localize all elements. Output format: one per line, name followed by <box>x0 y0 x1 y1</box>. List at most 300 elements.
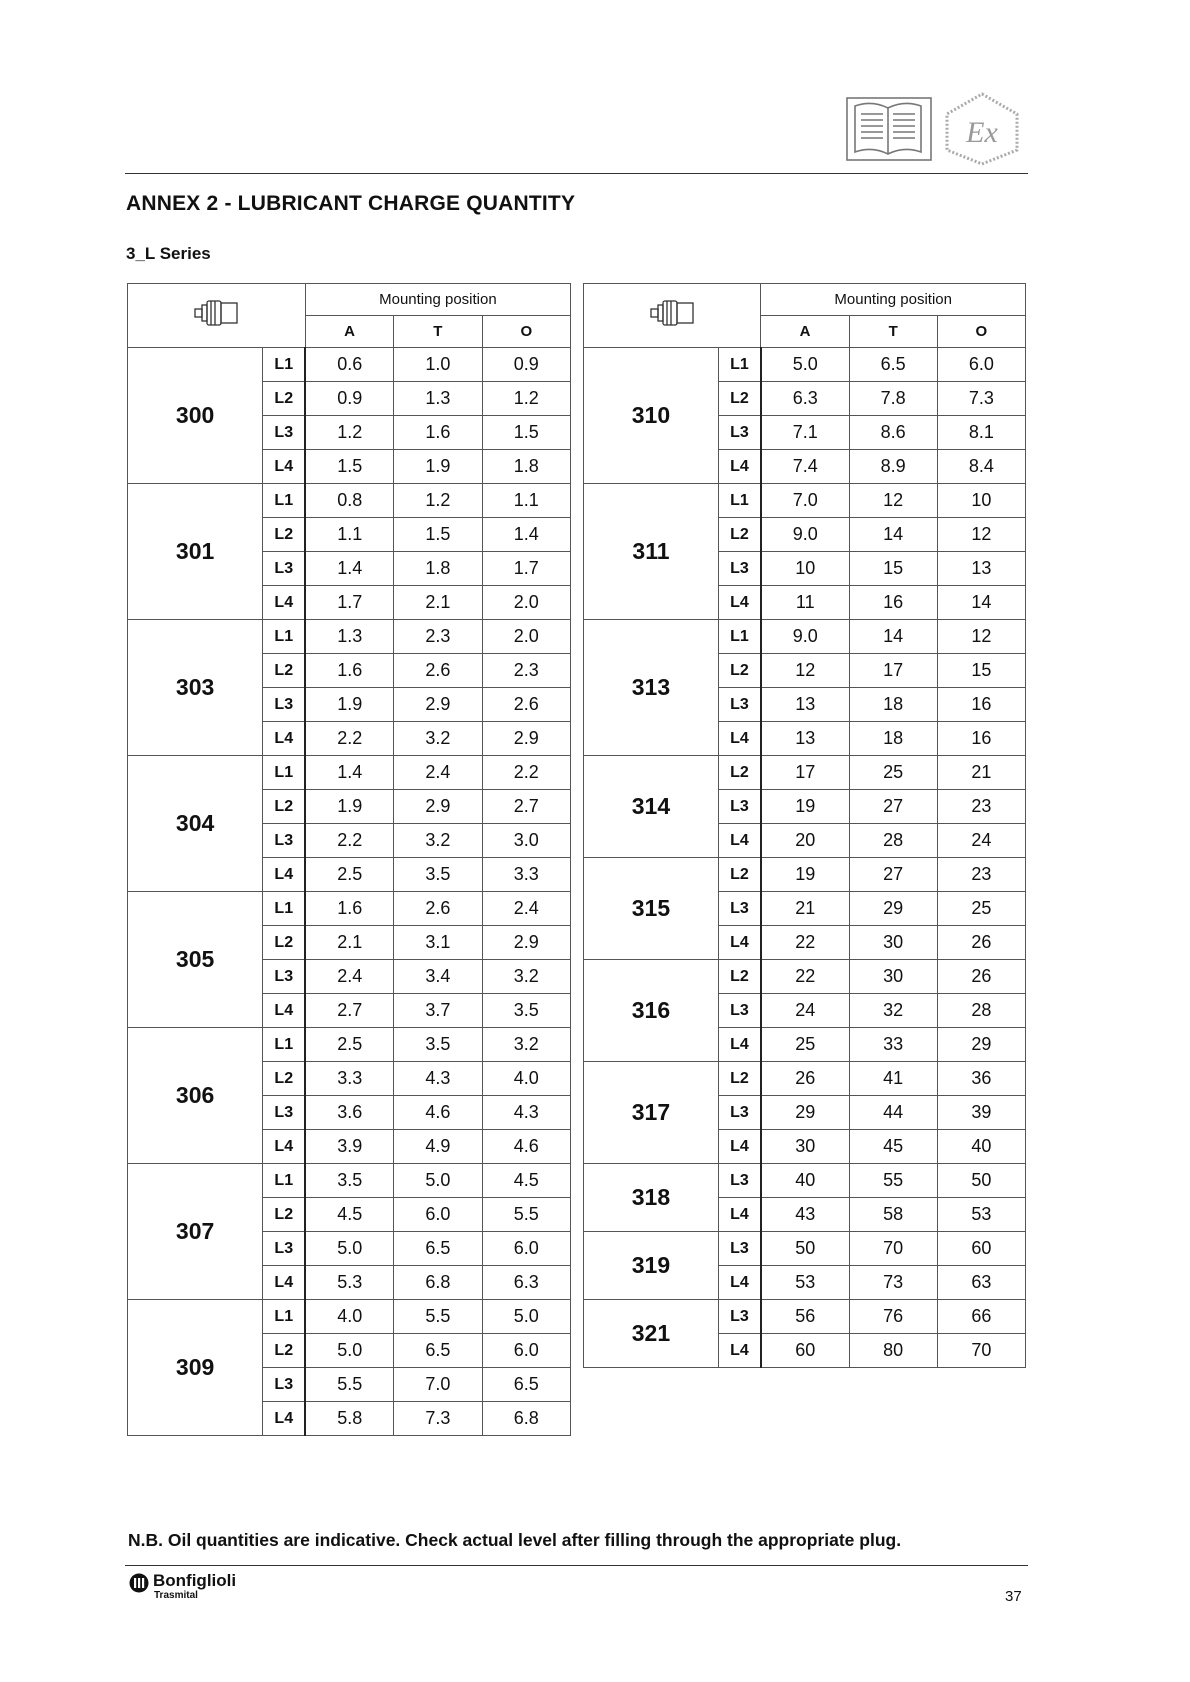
level-label: L3 <box>718 892 760 926</box>
value-a: 1.4 <box>305 552 393 586</box>
value-a: 2.4 <box>305 960 393 994</box>
level-label: L4 <box>718 1028 760 1062</box>
table-row <box>128 348 571 382</box>
value-o: 3.2 <box>482 1028 570 1062</box>
level-label: L4 <box>718 824 760 858</box>
size-label: 309 <box>128 1300 263 1436</box>
size-label: 300 <box>128 348 263 484</box>
level-label: L1 <box>718 620 760 654</box>
level-label: L4 <box>718 450 760 484</box>
table-row <box>584 1300 1026 1334</box>
size-label: 319 <box>584 1232 719 1300</box>
value-t: 55 <box>849 1164 937 1198</box>
level-label: L2 <box>263 1062 306 1096</box>
value-a: 17 <box>761 756 849 790</box>
value-o: 2.9 <box>482 722 570 756</box>
value-t: 7.0 <box>394 1368 482 1402</box>
value-t: 44 <box>849 1096 937 1130</box>
value-o: 14 <box>937 586 1025 620</box>
gear-unit-icon <box>649 298 695 328</box>
value-o: 4.0 <box>482 1062 570 1096</box>
level-label: L3 <box>718 1300 760 1334</box>
value-o: 26 <box>937 960 1025 994</box>
value-o: 5.0 <box>482 1300 570 1334</box>
value-o: 16 <box>937 688 1025 722</box>
value-o: 50 <box>937 1164 1025 1198</box>
size-label: 313 <box>584 620 719 756</box>
value-a: 2.5 <box>305 1028 393 1062</box>
value-o: 3.3 <box>482 858 570 892</box>
level-label: L2 <box>718 858 760 892</box>
column-header-t: T <box>394 316 482 348</box>
value-t: 5.5 <box>394 1300 482 1334</box>
svg-text:Ex: Ex <box>966 116 998 149</box>
value-t: 58 <box>849 1198 937 1232</box>
value-o: 28 <box>937 994 1025 1028</box>
level-label: L1 <box>263 892 306 926</box>
value-a: 9.0 <box>761 620 849 654</box>
value-a: 1.3 <box>305 620 393 654</box>
page-title: ANNEX 2 - LUBRICANT CHARGE QUANTITY <box>126 192 576 215</box>
table-row <box>584 858 1026 892</box>
value-o: 6.0 <box>937 348 1025 382</box>
level-label: L4 <box>263 1402 306 1436</box>
table-row <box>584 1232 1026 1266</box>
value-a: 5.5 <box>305 1368 393 1402</box>
value-o: 12 <box>937 620 1025 654</box>
value-o: 6.3 <box>482 1266 570 1300</box>
value-a: 13 <box>761 722 849 756</box>
value-a: 9.0 <box>761 518 849 552</box>
level-label: L3 <box>718 790 760 824</box>
mounting-position-header: Mounting position <box>761 284 1026 316</box>
level-label: L3 <box>263 1232 306 1266</box>
value-a: 4.0 <box>305 1300 393 1334</box>
value-a: 0.6 <box>305 348 393 382</box>
value-o: 1.7 <box>482 552 570 586</box>
table-row <box>128 620 571 654</box>
size-label: 303 <box>128 620 263 756</box>
value-a: 4.5 <box>305 1198 393 1232</box>
value-t: 2.9 <box>394 790 482 824</box>
level-label: L3 <box>263 416 306 450</box>
value-a: 43 <box>761 1198 849 1232</box>
value-t: 1.6 <box>394 416 482 450</box>
value-a: 1.4 <box>305 756 393 790</box>
value-a: 29 <box>761 1096 849 1130</box>
value-t: 1.3 <box>394 382 482 416</box>
value-t: 18 <box>849 722 937 756</box>
table-row <box>584 620 1026 654</box>
value-a: 40 <box>761 1164 849 1198</box>
level-label: L1 <box>263 1028 306 1062</box>
value-a: 1.6 <box>305 892 393 926</box>
table-row <box>128 756 571 790</box>
value-t: 2.6 <box>394 654 482 688</box>
value-a: 5.0 <box>761 348 849 382</box>
value-o: 1.5 <box>482 416 570 450</box>
level-label: L1 <box>263 620 306 654</box>
level-label: L4 <box>263 722 306 756</box>
level-label: L2 <box>718 518 760 552</box>
level-label: L1 <box>718 484 760 518</box>
value-t: 3.7 <box>394 994 482 1028</box>
size-label: 304 <box>128 756 263 892</box>
value-t: 15 <box>849 552 937 586</box>
value-o: 3.2 <box>482 960 570 994</box>
value-a: 56 <box>761 1300 849 1334</box>
value-o: 1.2 <box>482 382 570 416</box>
value-o: 8.1 <box>937 416 1025 450</box>
size-label: 318 <box>584 1164 719 1232</box>
note-text: N.B. Oil quantities are indicative. Check actual level after filling through the appropriate plug. <box>128 1530 902 1550</box>
level-label: L3 <box>718 994 760 1028</box>
value-t: 76 <box>849 1300 937 1334</box>
value-o: 1.4 <box>482 518 570 552</box>
level-label: L1 <box>718 348 760 382</box>
brand-logo <box>128 1572 236 1602</box>
header-icons <box>845 92 1025 166</box>
level-label: L2 <box>263 926 306 960</box>
value-a: 1.9 <box>305 790 393 824</box>
value-a: 22 <box>761 960 849 994</box>
value-a: 5.0 <box>305 1334 393 1368</box>
level-label: L3 <box>718 416 760 450</box>
level-label: L4 <box>718 722 760 756</box>
level-label: L3 <box>263 824 306 858</box>
value-o: 5.5 <box>482 1198 570 1232</box>
size-label: 307 <box>128 1164 263 1300</box>
level-label: L4 <box>263 1266 306 1300</box>
value-o: 40 <box>937 1130 1025 1164</box>
level-label: L3 <box>718 688 760 722</box>
level-label: L4 <box>718 1130 760 1164</box>
header-rule <box>125 173 1028 174</box>
value-t: 30 <box>849 926 937 960</box>
value-o: 53 <box>937 1198 1025 1232</box>
value-a: 1.2 <box>305 416 393 450</box>
brand-name: Bonfiglioli <box>153 1571 237 1590</box>
table-row <box>584 1062 1026 1096</box>
lubricant-table-right <box>583 283 1026 1368</box>
level-label: L4 <box>718 926 760 960</box>
level-label: L4 <box>718 586 760 620</box>
level-label: L2 <box>718 960 760 994</box>
value-o: 70 <box>937 1334 1025 1368</box>
value-o: 3.0 <box>482 824 570 858</box>
value-t: 28 <box>849 824 937 858</box>
value-t: 29 <box>849 892 937 926</box>
value-a: 3.3 <box>305 1062 393 1096</box>
value-o: 3.5 <box>482 994 570 1028</box>
value-o: 0.9 <box>482 348 570 382</box>
value-t: 1.8 <box>394 552 482 586</box>
value-a: 2.5 <box>305 858 393 892</box>
value-o: 6.8 <box>482 1402 570 1436</box>
value-t: 5.0 <box>394 1164 482 1198</box>
size-label: 310 <box>584 348 719 484</box>
table-row <box>128 484 571 518</box>
size-label: 315 <box>584 858 719 960</box>
level-label: L3 <box>263 688 306 722</box>
table-row <box>128 1300 571 1334</box>
value-t: 80 <box>849 1334 937 1368</box>
value-t: 4.3 <box>394 1062 482 1096</box>
value-o: 39 <box>937 1096 1025 1130</box>
value-o: 2.2 <box>482 756 570 790</box>
value-o: 6.0 <box>482 1334 570 1368</box>
value-t: 1.2 <box>394 484 482 518</box>
value-a: 2.2 <box>305 722 393 756</box>
value-o: 16 <box>937 722 1025 756</box>
size-label: 305 <box>128 892 263 1028</box>
size-label: 317 <box>584 1062 719 1164</box>
value-a: 24 <box>761 994 849 1028</box>
value-a: 53 <box>761 1266 849 1300</box>
value-o: 1.8 <box>482 450 570 484</box>
value-t: 27 <box>849 858 937 892</box>
level-label: L3 <box>263 1096 306 1130</box>
value-a: 5.8 <box>305 1402 393 1436</box>
value-o: 60 <box>937 1232 1025 1266</box>
level-label: L2 <box>263 790 306 824</box>
table-row <box>584 348 1026 382</box>
table-row <box>584 960 1026 994</box>
level-label: L1 <box>263 1164 306 1198</box>
bonfiglioli-logo-icon <box>128 1572 150 1594</box>
value-a: 2.7 <box>305 994 393 1028</box>
column-header-a: A <box>305 316 393 348</box>
column-header-o: O <box>482 316 570 348</box>
value-t: 12 <box>849 484 937 518</box>
value-a: 1.1 <box>305 518 393 552</box>
value-o: 29 <box>937 1028 1025 1062</box>
value-a: 13 <box>761 688 849 722</box>
value-t: 6.5 <box>394 1334 482 1368</box>
level-label: L2 <box>263 654 306 688</box>
value-o: 8.4 <box>937 450 1025 484</box>
value-a: 5.3 <box>305 1266 393 1300</box>
value-t: 7.8 <box>849 382 937 416</box>
value-a: 19 <box>761 858 849 892</box>
value-t: 1.9 <box>394 450 482 484</box>
value-o: 4.6 <box>482 1130 570 1164</box>
value-t: 6.8 <box>394 1266 482 1300</box>
size-label: 311 <box>584 484 719 620</box>
level-label: L3 <box>263 552 306 586</box>
level-label: L4 <box>718 1198 760 1232</box>
level-label: L2 <box>718 382 760 416</box>
value-o: 6.0 <box>482 1232 570 1266</box>
value-a: 1.7 <box>305 586 393 620</box>
value-o: 4.5 <box>482 1164 570 1198</box>
value-t: 3.2 <box>394 722 482 756</box>
value-o: 7.3 <box>937 382 1025 416</box>
mounting-position-header: Mounting position <box>305 284 570 316</box>
table-row <box>584 484 1026 518</box>
value-a: 11 <box>761 586 849 620</box>
value-t: 6.5 <box>394 1232 482 1266</box>
value-t: 3.1 <box>394 926 482 960</box>
level-label: L2 <box>718 1062 760 1096</box>
level-label: L4 <box>718 1334 760 1368</box>
value-a: 20 <box>761 824 849 858</box>
value-t: 2.3 <box>394 620 482 654</box>
value-t: 3.4 <box>394 960 482 994</box>
brand-subname: Trasmital <box>154 1590 198 1601</box>
value-t: 8.9 <box>849 450 937 484</box>
size-label: 306 <box>128 1028 263 1164</box>
value-o: 2.0 <box>482 586 570 620</box>
value-a: 2.1 <box>305 926 393 960</box>
level-label: L2 <box>263 382 306 416</box>
value-t: 16 <box>849 586 937 620</box>
value-a: 10 <box>761 552 849 586</box>
table-icon-header <box>584 284 761 348</box>
level-label: L4 <box>263 450 306 484</box>
level-label: L2 <box>263 1198 306 1232</box>
size-label: 321 <box>584 1300 719 1368</box>
footer-rule <box>125 1565 1028 1566</box>
level-label: L2 <box>718 756 760 790</box>
value-o: 26 <box>937 926 1025 960</box>
value-a: 25 <box>761 1028 849 1062</box>
value-a: 3.6 <box>305 1096 393 1130</box>
table-row <box>128 892 571 926</box>
value-a: 12 <box>761 654 849 688</box>
value-t: 2.1 <box>394 586 482 620</box>
value-t: 17 <box>849 654 937 688</box>
level-label: L2 <box>263 1334 306 1368</box>
level-label: L3 <box>718 1096 760 1130</box>
value-a: 7.4 <box>761 450 849 484</box>
value-o: 63 <box>937 1266 1025 1300</box>
value-a: 60 <box>761 1334 849 1368</box>
value-a: 6.3 <box>761 382 849 416</box>
value-o: 21 <box>937 756 1025 790</box>
level-label: L3 <box>263 960 306 994</box>
size-label: 301 <box>128 484 263 620</box>
table-row <box>128 1164 571 1198</box>
table-row <box>584 1164 1026 1198</box>
column-header-a: A <box>761 316 849 348</box>
value-t: 4.9 <box>394 1130 482 1164</box>
level-label: L4 <box>263 586 306 620</box>
value-o: 12 <box>937 518 1025 552</box>
column-header-o: O <box>937 316 1025 348</box>
value-a: 5.0 <box>305 1232 393 1266</box>
value-t: 1.5 <box>394 518 482 552</box>
level-label: L3 <box>718 1232 760 1266</box>
value-o: 2.9 <box>482 926 570 960</box>
value-t: 70 <box>849 1232 937 1266</box>
value-a: 3.9 <box>305 1130 393 1164</box>
level-label: L4 <box>263 858 306 892</box>
level-label: L2 <box>718 654 760 688</box>
value-t: 30 <box>849 960 937 994</box>
table-icon-header <box>128 284 306 348</box>
value-a: 30 <box>761 1130 849 1164</box>
value-a: 19 <box>761 790 849 824</box>
value-o: 36 <box>937 1062 1025 1096</box>
level-label: L1 <box>263 348 306 382</box>
value-t: 18 <box>849 688 937 722</box>
value-o: 13 <box>937 552 1025 586</box>
value-a: 3.5 <box>305 1164 393 1198</box>
level-label: L3 <box>718 552 760 586</box>
page-number: 37 <box>1005 1588 1022 1605</box>
value-o: 2.0 <box>482 620 570 654</box>
manual-book-icon <box>847 98 931 160</box>
value-o: 1.1 <box>482 484 570 518</box>
value-t: 45 <box>849 1130 937 1164</box>
value-t: 41 <box>849 1062 937 1096</box>
level-label: L4 <box>263 994 306 1028</box>
value-o: 25 <box>937 892 1025 926</box>
column-header-t: T <box>849 316 937 348</box>
value-o: 23 <box>937 858 1025 892</box>
value-t: 73 <box>849 1266 937 1300</box>
table-row <box>584 756 1026 790</box>
value-a: 26 <box>761 1062 849 1096</box>
value-t: 3.2 <box>394 824 482 858</box>
lubricant-table-left <box>127 283 571 1436</box>
value-t: 3.5 <box>394 858 482 892</box>
value-o: 4.3 <box>482 1096 570 1130</box>
value-a: 1.6 <box>305 654 393 688</box>
value-a: 21 <box>761 892 849 926</box>
ex-atex-icon <box>947 94 1017 164</box>
level-label: L1 <box>263 484 306 518</box>
level-label: L1 <box>263 756 306 790</box>
value-t: 8.6 <box>849 416 937 450</box>
value-t: 3.5 <box>394 1028 482 1062</box>
value-a: 7.1 <box>761 416 849 450</box>
value-t: 2.6 <box>394 892 482 926</box>
value-t: 7.3 <box>394 1402 482 1436</box>
level-label: L3 <box>718 1164 760 1198</box>
level-label: L3 <box>263 1368 306 1402</box>
value-o: 6.5 <box>482 1368 570 1402</box>
value-t: 33 <box>849 1028 937 1062</box>
value-a: 0.9 <box>305 382 393 416</box>
value-o: 10 <box>937 484 1025 518</box>
value-a: 7.0 <box>761 484 849 518</box>
size-label: 314 <box>584 756 719 858</box>
value-a: 50 <box>761 1232 849 1266</box>
value-a: 1.5 <box>305 450 393 484</box>
value-t: 14 <box>849 518 937 552</box>
value-o: 23 <box>937 790 1025 824</box>
value-o: 24 <box>937 824 1025 858</box>
value-a: 2.2 <box>305 824 393 858</box>
level-label: L2 <box>263 518 306 552</box>
value-o: 2.4 <box>482 892 570 926</box>
level-label: L1 <box>263 1300 306 1334</box>
level-label: L4 <box>718 1266 760 1300</box>
value-t: 4.6 <box>394 1096 482 1130</box>
value-t: 6.5 <box>849 348 937 382</box>
value-a: 1.9 <box>305 688 393 722</box>
value-t: 1.0 <box>394 348 482 382</box>
table-row <box>128 1028 571 1062</box>
value-t: 27 <box>849 790 937 824</box>
value-t: 2.9 <box>394 688 482 722</box>
value-t: 14 <box>849 620 937 654</box>
value-t: 32 <box>849 994 937 1028</box>
value-o: 2.6 <box>482 688 570 722</box>
value-t: 25 <box>849 756 937 790</box>
